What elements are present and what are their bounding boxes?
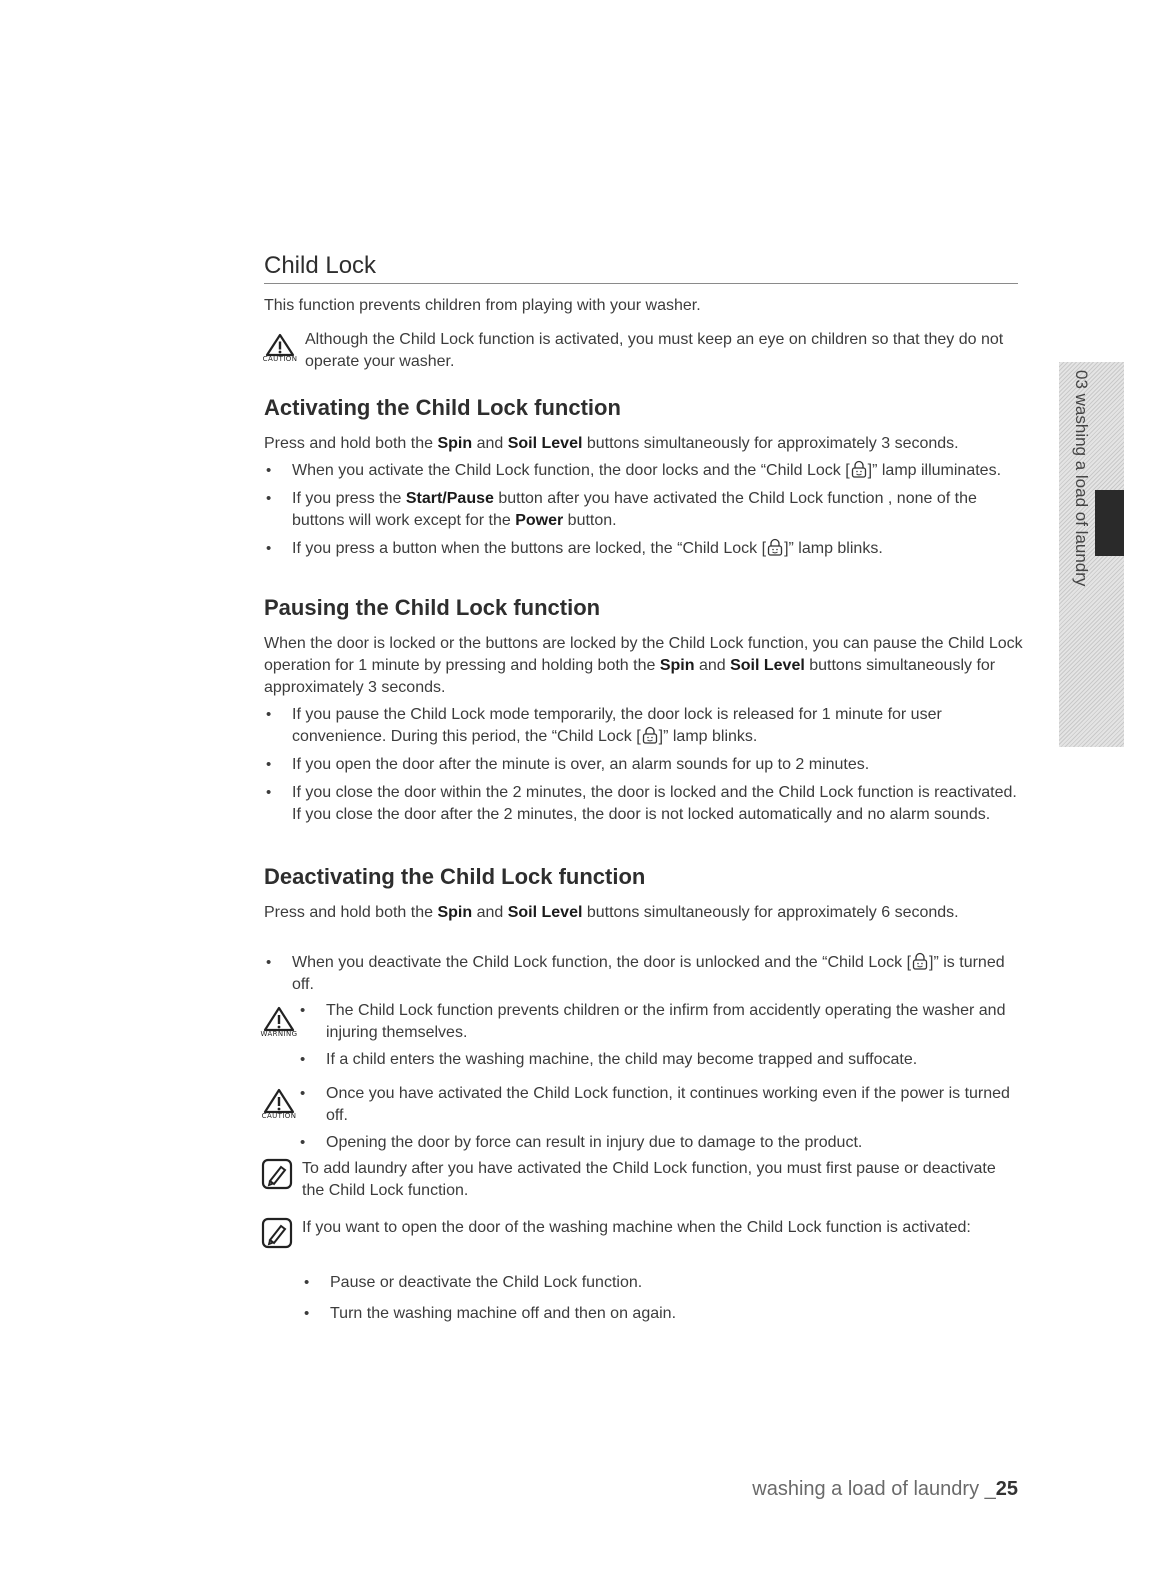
list-item: • When you deactivate the Child Lock function, the door is unlocked and the “Child Lock [ ]” is turned off. <box>264 952 1020 996</box>
caution-icon <box>258 333 302 363</box>
intro-caution-text: Although the Child Lock function is activated, you must keep an eye on children so that they do not operate your washer. <box>305 331 1004 370</box>
footer-text: washing a load of laundry _ <box>752 1478 996 1500</box>
chapter-tab-marker <box>1095 490 1124 556</box>
list-item: • Once you have activated the Child Lock function, it continues working even if the power is turned off. <box>298 1083 1028 1127</box>
list-item: • The Child Lock function prevents children or the infirm from accidently operating the washer and injuring themselves. <box>298 1000 1028 1044</box>
child-lock-icon <box>641 726 659 744</box>
list-item: • If you pause the Child Lock mode temporarily, the door lock is released for 1 minute for user convenience. During this period, the “Child Lock [ ]” lamp blinks. <box>264 704 1020 748</box>
pausing-heading: Pausing the Child Lock function <box>264 595 601 620</box>
activating-paragraph: Press and hold both the Spin and Soil Level buttons simultaneously for approximately 3 seconds. <box>264 435 959 452</box>
warning-label: WARNING <box>260 1030 298 1038</box>
chapter-tab-label: 03 washing a load of laundry <box>1072 370 1091 587</box>
caution-icon <box>257 1088 301 1120</box>
list-item: • Turn the washing machine off and then on again. <box>302 1303 1002 1325</box>
caution-label: CAUTION <box>261 1112 297 1120</box>
intro-text: This function prevents children from playing with your washer. <box>264 297 701 314</box>
note2-list <box>302 1272 1002 1334</box>
warning-list <box>298 1000 1028 1076</box>
page-number: 25 <box>995 1478 1018 1500</box>
deactivating-paragraph: Press and hold both the Spin and Soil Level buttons simultaneously for approximately 6 seconds. <box>264 904 959 921</box>
list-item: • If you press a button when the buttons are locked, the “Child Lock [ ]” lamp blinks. <box>264 538 1004 560</box>
list-item: • If you press the Start/Pause button after you have activated the Child Lock function , none of the buttons will work except for the Power button. <box>264 488 1004 532</box>
note-icon <box>257 1158 297 1190</box>
chapter-side-tab <box>1059 362 1124 747</box>
pausing-list <box>264 704 1020 832</box>
deactivating-heading: Deactivating the Child Lock function <box>264 864 646 889</box>
list-item: • Opening the door by force can result in injury due to damage to the product. <box>298 1132 1028 1154</box>
note1-text: To add laundry after you have activated the Child Lock function, you must first pause or deactivate the Child Lock function. <box>302 1160 996 1199</box>
list-item: • Pause or deactivate the Child Lock function. <box>302 1272 1002 1294</box>
child-lock-icon <box>766 538 784 556</box>
title-divider <box>264 283 1018 284</box>
page-title: Child Lock <box>264 252 377 279</box>
caution-label: CAUTION <box>262 355 298 363</box>
activating-list <box>264 460 1004 566</box>
list-item: • If a child enters the washing machine, the child may become trapped and suffocate. <box>298 1049 1028 1071</box>
note-icon <box>257 1217 297 1249</box>
list-item: • If you close the door within the 2 minutes, the door is locked and the Child Lock function is reactivated. If you close the door after the 2 minutes, the door is not locked automatically and no alarm sounds. <box>264 782 1020 826</box>
child-lock-icon <box>850 460 868 478</box>
page-footer <box>752 1478 1018 1501</box>
list-item: • If you open the door after the minute is over, an alarm sounds for up to 2 minutes. <box>264 754 1020 776</box>
note2-text: If you want to open the door of the washing machine when the Child Lock function is activated: <box>302 1219 971 1236</box>
warning-icon <box>257 1006 301 1038</box>
child-lock-icon <box>911 952 929 970</box>
pausing-paragraph: When the door is locked or the buttons are locked by the Child Lock function, you can pause the Child Lock operation for 1 minute by pressing and holding both the Spin and Soil Level buttons simultaneously for approximately 3 seconds. <box>264 635 1023 696</box>
list-item: • When you activate the Child Lock function, the door locks and the “Child Lock [ ]” lamp illuminates. <box>264 460 1004 482</box>
caution-list <box>298 1083 1028 1159</box>
deactivating-list <box>264 952 1020 1002</box>
activating-heading: Activating the Child Lock function <box>264 395 621 420</box>
